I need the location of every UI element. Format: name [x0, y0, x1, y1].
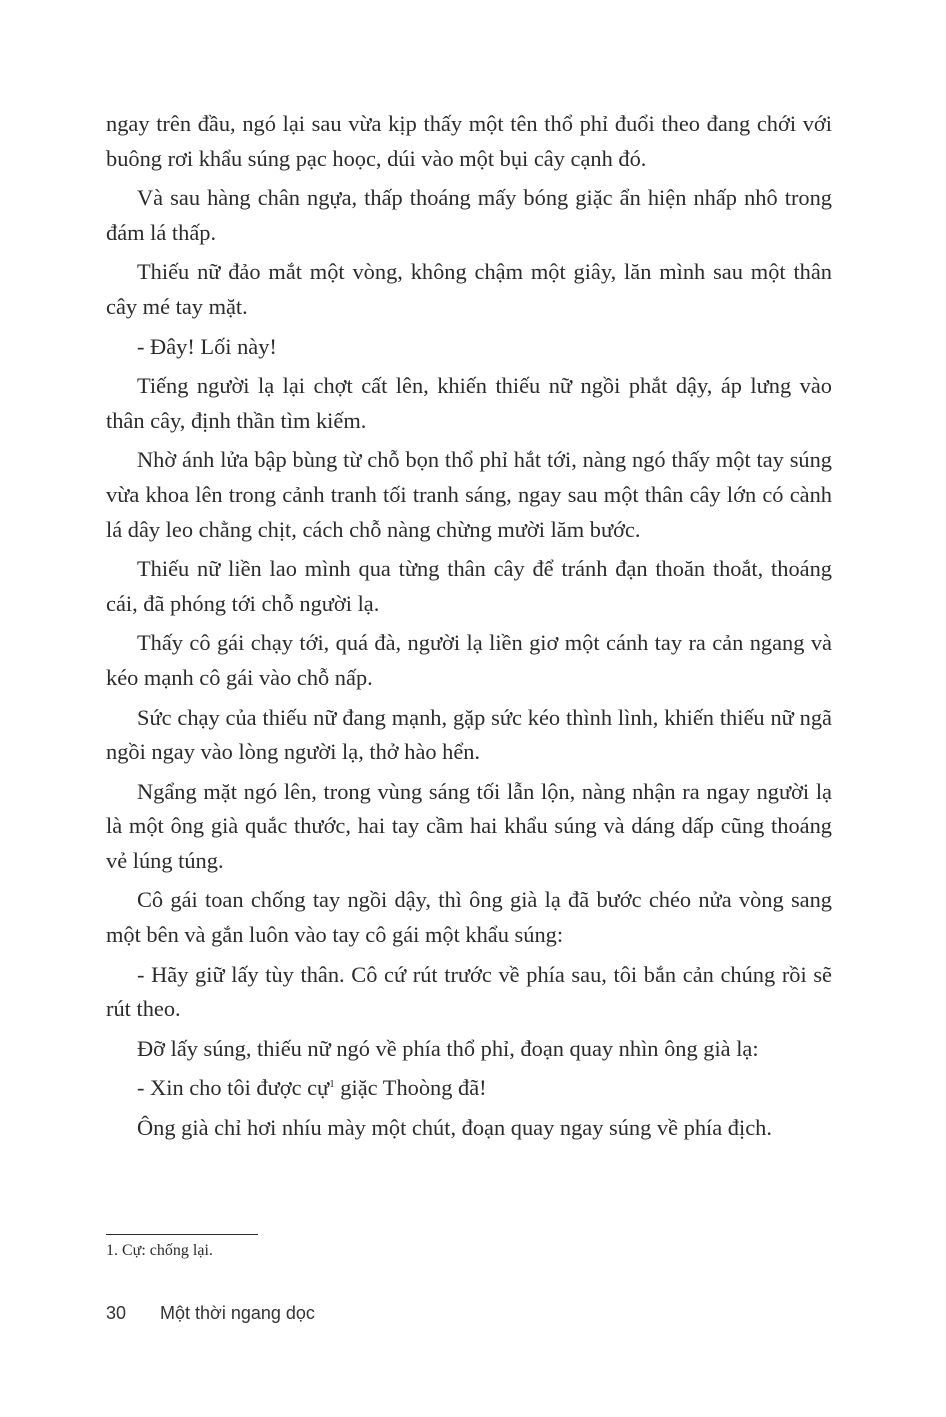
dialogue-text-continued: giặc Thoòng đã! [334, 1075, 487, 1101]
paragraph: Và sau hàng chân ngựa, thấp thoáng mấy bóng giặc ẩn hiện nhấp nhô trong đám lá thấp. [106, 185, 832, 245]
paragraph: Sức chạy của thiếu nữ đang mạnh, gặp sức kéo thình lình, khiến thiếu nữ ngã ngồi ngay vào lòng người lạ, thở hào hển. [106, 704, 832, 765]
dialogue-line: - Đây! Lối này! [137, 333, 277, 359]
paragraph: Nhờ ánh lửa bập bùng từ chỗ bọn thổ phỉ hắt tới, nàng ngó thấy một tay súng vừa khoa lên trong cảnh tranh tối tranh sáng, ngay sau một thân cây lớn có cành lá dây leo chằng chịt, cách chỗ nàng chừng mười lăm bước. [106, 447, 832, 542]
footnote-separator [106, 1234, 258, 1235]
paragraph: Ngẩng mặt ngó lên, trong vùng sáng tối lẫn lộn, nàng nhận ra ngay người lạ là một ông già quắc thước, hai tay cầm hai khẩu súng và dáng dấp cũng thoáng vẻ lúng túng. [106, 778, 832, 873]
dialogue-line: - Hãy giữ lấy tùy thân. Cô cứ rút trước về phía sau, tôi bắn cản chúng rồi sẽ rút theo. [106, 961, 832, 1022]
body-text [106, 107, 832, 1151]
paragraph: Thiếu nữ đảo mắt một vòng, không chậm một giây, lăn mình sau một thân cây mé tay mặt. [106, 259, 832, 319]
footnote-marker: 1 [329, 1078, 335, 1091]
paragraph: Thấy cô gái chạy tới, quá đà, người lạ liền giơ một cánh tay ra cản ngang và kéo mạnh cô gái vào chỗ nấp. [106, 630, 832, 690]
footnote: 1. Cự: chống lại. [106, 1242, 213, 1259]
dialogue-text: - Xin cho tôi được cự [137, 1075, 330, 1101]
paragraph: Thiếu nữ liền lao mình qua từng thân cây để tránh đạn thoăn thoắt, thoáng cái, đã phóng tới chỗ người lạ. [106, 556, 832, 616]
paragraph: ngay trên đầu, ngó lại sau vừa kịp thấy một tên thổ phỉ đuổi theo đang chới với buông rơi khẩu súng pạc hoọc, dúi vào một bụi cây cạnh đó. [106, 111, 832, 171]
page-number: 30 [106, 1303, 127, 1323]
paragraph: Đỡ lấy súng, thiếu nữ ngó về phía thổ phỉ, đoạn quay nhìn ông già lạ: [137, 1035, 759, 1061]
paragraph: Cô gái toan chống tay ngồi dậy, thì ông già lạ đã bước chéo nửa vòng sang một bên và gắn luôn vào tay cô gái một khẩu súng: [106, 887, 832, 948]
paragraph: Tiếng người lạ lại chợt cất lên, khiến thiếu nữ ngồi phắt dậy, áp lưng vào thân cây, định thần tìm kiếm. [106, 373, 832, 433]
page-footer [106, 1300, 315, 1326]
running-title: Một thời ngang dọc [160, 1303, 315, 1323]
paragraph: Ông già chỉ hơi nhíu mày một chút, đoạn quay ngay súng về phía địch. [137, 1115, 772, 1141]
dialogue-line [106, 1071, 832, 1106]
